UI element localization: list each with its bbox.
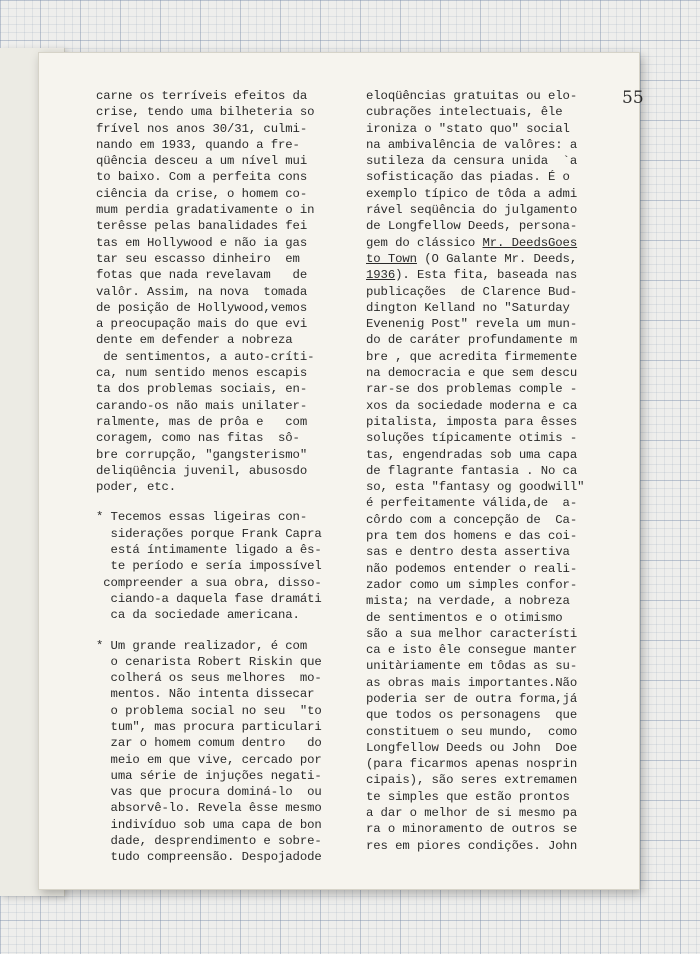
- text-segment: so, esta "fantasy og goodwill": [366, 480, 585, 495]
- text-line: [96, 784, 354, 800]
- page-number: 55: [622, 88, 644, 108]
- text-segment: to Town: [366, 251, 417, 266]
- text-segment: ciando-a daquela fase dramáti: [96, 591, 322, 606]
- text-line: [366, 169, 636, 185]
- text-line: [96, 104, 354, 120]
- text-line: [96, 414, 354, 430]
- text-line: [96, 381, 354, 397]
- text-line: [96, 153, 354, 169]
- text-line: [366, 838, 636, 854]
- text-segment: res em piores condições. John: [366, 838, 578, 853]
- text-segment: de posição de Hollywood,vemos: [96, 300, 308, 315]
- text-segment: rar-se dos problemas comple -: [366, 382, 578, 397]
- text-segment: tas, engendradas sob uma capa: [366, 447, 578, 462]
- text-segment: o cenarista Robert Riskin que: [96, 654, 322, 669]
- text-segment: do de caráter profundamente m: [366, 333, 578, 348]
- text-segment: * Um grande realizador, é com: [96, 638, 308, 653]
- text-segment: poder, etc.: [96, 480, 177, 495]
- text-segment: tar seu escasso dinheiro em: [96, 251, 300, 266]
- text-segment: mentos. Não intenta dissecar: [96, 687, 315, 702]
- text-segment: vas que procura dominá-lo ou: [96, 785, 322, 800]
- text-line: [96, 607, 354, 623]
- text-segment: eloqüências gratuitas ou elo-: [366, 89, 578, 103]
- text-line: [96, 349, 354, 365]
- text-segment: sofisticação das piadas. É o: [366, 170, 570, 185]
- text-line: [366, 512, 636, 528]
- text-segment: ciência da crise, o homem co-: [96, 186, 308, 201]
- text-line: [96, 509, 354, 525]
- text-segment: zar o homem comum dentro do: [96, 736, 322, 751]
- text-segment: cubrações intelectuais, êle: [366, 105, 563, 120]
- text-line: [96, 316, 354, 332]
- text-segment: indivíduo sob uma capa de bon: [96, 817, 322, 832]
- text-line: [366, 447, 636, 463]
- text-line: [366, 561, 636, 577]
- text-line: [366, 675, 636, 691]
- text-line: [366, 202, 636, 218]
- text-segment: é perfeitamente válida,de a-: [366, 496, 578, 511]
- text-segment: não podemos entender o reali-: [366, 561, 578, 576]
- text-segment: tas em Hollywood e não ia gas: [96, 235, 308, 250]
- text-line: [366, 284, 636, 300]
- paragraph-gap: [96, 624, 354, 638]
- text-line: [366, 544, 636, 560]
- text-segment: de sentimentos e o otimismo: [366, 610, 563, 625]
- text-segment: frível nos anos 30/31, culmi-: [96, 121, 308, 136]
- text-segment: [577, 236, 584, 250]
- text-segment: ca, num sentido menos escapis: [96, 366, 308, 381]
- text-line: [96, 447, 354, 463]
- text-line: [96, 800, 354, 816]
- text-line: [366, 772, 636, 788]
- text-segment: são a sua melhor característi: [366, 626, 578, 641]
- text-line: [366, 463, 636, 479]
- text-segment: absorvê-lo. Revela êsse mesmo: [96, 801, 322, 816]
- text-segment: terêsse pelas banalidades fei: [96, 219, 308, 234]
- text-segment: de flagrante fantasia . No ca: [366, 463, 578, 478]
- text-segment: (para ficarmos apenas nosprin: [366, 757, 578, 772]
- text-line: [366, 821, 636, 837]
- text-line: [366, 724, 636, 740]
- right-text-column: [366, 88, 636, 854]
- text-segment: de Longfellow Deeds, persona-: [366, 219, 578, 234]
- text-segment: publicações de Clarence Bud-: [366, 284, 578, 299]
- text-line: [366, 316, 636, 332]
- text-line: [96, 542, 354, 558]
- text-segment: ca e isto êle consegue manter: [366, 643, 578, 658]
- text-segment: côrdo com a concepção de Ca-: [366, 512, 578, 527]
- text-segment: dington Kelland no "Saturday: [366, 300, 570, 315]
- text-segment: bre , que acredita firmemente: [366, 349, 578, 364]
- text-segment: sas e dentro desta assertiva: [366, 545, 570, 560]
- text-segment: rável seqüência do julgamento: [366, 203, 578, 218]
- text-line: [366, 235, 636, 251]
- text-line: [96, 218, 354, 234]
- text-line: [96, 398, 354, 414]
- text-segment: mista; na verdade, a nobreza: [366, 594, 570, 609]
- text-line: [366, 756, 636, 772]
- text-line: [96, 202, 354, 218]
- text-line: [96, 332, 354, 348]
- text-segment: está íntimamente ligado a ês-: [96, 543, 322, 558]
- text-segment: na democracia e que sem descu: [366, 366, 578, 381]
- text-line: [96, 137, 354, 153]
- text-line: [366, 137, 636, 153]
- text-segment: na ambivalência de valôres: a: [366, 137, 578, 152]
- text-segment: ralmente, mas de prôa e com: [96, 414, 308, 429]
- text-line: [96, 686, 354, 702]
- text-segment: zador como um simples confor-: [366, 577, 578, 592]
- text-line: [366, 658, 636, 674]
- text-segment: colherá os seus melhores mo-: [96, 671, 322, 686]
- text-segment: ). Esta fita, baseada nas: [395, 268, 578, 283]
- text-line: [366, 691, 636, 707]
- text-segment: ca da sociedade americana.: [96, 608, 300, 623]
- text-line: [366, 495, 636, 511]
- text-line: [366, 528, 636, 544]
- text-segment: carne os terríveis efeitos da: [96, 89, 308, 103]
- text-segment: Longfellow Deeds ou John Doe: [366, 740, 578, 755]
- text-segment: a dar o melhor de si mesmo pa: [366, 806, 578, 821]
- text-line: [96, 591, 354, 607]
- text-line: [366, 740, 636, 756]
- text-segment: exemplo típico de tôda a admi: [366, 186, 578, 201]
- text-segment: ra o minoramento de outros se: [366, 822, 578, 837]
- text-line: [96, 463, 354, 479]
- text-line: [366, 218, 636, 234]
- text-segment: poderia ser de outra forma,já: [366, 691, 578, 706]
- text-segment: deliqüência juvenil, abusosdo: [96, 463, 308, 478]
- text-segment: (O Galante Mr. Deeds,: [416, 251, 578, 266]
- text-line: [96, 169, 354, 185]
- text-segment: tudo compreensão. Despojadode: [96, 850, 322, 865]
- text-line: [96, 121, 354, 137]
- text-segment: que todos os personagens que: [366, 708, 578, 723]
- text-line: [366, 626, 636, 642]
- text-line: [366, 707, 636, 723]
- text-segment: valôr. Assim, na nova tomada: [96, 284, 308, 299]
- text-line: [96, 670, 354, 686]
- text-line: [366, 642, 636, 658]
- text-line: [366, 267, 636, 283]
- text-segment: to baixo. Com a perfeita cons: [96, 170, 308, 185]
- text-line: [96, 300, 354, 316]
- text-line: [96, 638, 354, 654]
- text-line: [366, 593, 636, 609]
- text-line: [96, 735, 354, 751]
- text-segment: fotas que nada revelavam de: [96, 268, 308, 283]
- text-line: [96, 703, 354, 719]
- text-line: [366, 381, 636, 397]
- text-segment: 1936: [366, 268, 396, 283]
- text-segment: nando em 1933, quando a fre-: [96, 137, 300, 152]
- text-segment: meio em que vive, cercado por: [96, 752, 322, 767]
- text-segment: cipais), são seres extremamen: [366, 773, 578, 788]
- text-segment: de sentimentos, a auto-críti-: [96, 349, 315, 364]
- paragraph-gap: [96, 495, 354, 509]
- text-segment: compreender a sua obra, disso-: [96, 575, 322, 590]
- text-line: [366, 789, 636, 805]
- text-segment: Evenenig Post" revela um mun-: [366, 317, 578, 332]
- text-segment: carando-os não mais unilater-: [96, 398, 308, 413]
- text-line: [366, 430, 636, 446]
- text-line: [96, 558, 354, 574]
- text-segment: soluções típicamente otimis -: [366, 431, 578, 446]
- text-line: [96, 186, 354, 202]
- text-segment: qüência desceu a um nível mui: [96, 154, 308, 169]
- text-line: [96, 849, 354, 865]
- text-segment: as obras mais importantes.Não: [366, 675, 578, 690]
- text-line: [366, 479, 636, 495]
- text-line: [366, 610, 636, 626]
- text-line: [96, 752, 354, 768]
- text-segment: crise, tendo uma bilheteria so: [96, 105, 315, 120]
- text-segment: bre corrupção, "gangsterismo": [96, 447, 308, 462]
- text-line: [366, 805, 636, 821]
- text-segment: ta dos problemas sociais, en-: [96, 382, 308, 397]
- text-segment: a preocupação mais do que evi: [96, 317, 308, 332]
- text-line: [96, 251, 354, 267]
- text-line: [96, 235, 354, 251]
- text-line: [96, 817, 354, 833]
- text-line: [366, 414, 636, 430]
- text-line: [366, 577, 636, 593]
- text-segment: pra tem dos homens e das coi-: [366, 529, 578, 544]
- text-segment: * Tecemos essas ligeiras con-: [96, 510, 308, 525]
- text-line: [96, 479, 354, 495]
- text-segment: dade, desprendimento e sobre-: [96, 834, 322, 849]
- text-segment: te simples que estão prontos: [366, 789, 570, 804]
- text-segment: te período e sería impossível: [96, 559, 322, 574]
- text-segment: mum perdia gradativamente o in: [96, 203, 315, 218]
- text-line: [366, 349, 636, 365]
- text-segment: gem do clássico: [366, 235, 483, 250]
- text-segment: coragem, como nas fitas sô-: [96, 431, 300, 446]
- text-segment: ironiza o "stato quo" social: [366, 121, 570, 136]
- text-line: [366, 121, 636, 137]
- text-segment: constituem o seu mundo, como: [366, 724, 578, 739]
- text-line: [366, 300, 636, 316]
- text-segment: uma série de injuções negati-: [96, 768, 322, 783]
- text-line: [366, 332, 636, 348]
- text-line: [96, 88, 354, 104]
- text-line: [96, 267, 354, 283]
- text-segment: o problema social no seu "to: [96, 703, 322, 718]
- text-line: [366, 365, 636, 381]
- text-line: [366, 104, 636, 120]
- text-line: [96, 430, 354, 446]
- text-segment: unitàriamente em tôdas as su-: [366, 659, 578, 674]
- text-line: [96, 284, 354, 300]
- text-line: [366, 398, 636, 414]
- text-line: [96, 526, 354, 542]
- text-segment: siderações porque Frank Capra: [96, 526, 322, 541]
- text-line: [96, 833, 354, 849]
- text-line: [96, 365, 354, 381]
- text-line: [96, 575, 354, 591]
- text-segment: xos da sociedade moderna e ca: [366, 398, 578, 413]
- text-line: [96, 719, 354, 735]
- text-segment: sutileza da censura unida `a: [366, 154, 578, 169]
- text-line: [96, 768, 354, 784]
- left-text-column: [96, 88, 354, 866]
- text-line: [366, 251, 636, 267]
- text-line: [96, 654, 354, 670]
- text-line: [366, 186, 636, 202]
- text-line: [366, 88, 636, 104]
- text-segment: dente em defender a nobreza: [96, 333, 293, 348]
- text-line: [366, 153, 636, 169]
- text-segment: Mr. DeedsGoes: [482, 235, 578, 250]
- text-segment: tum", mas procura particulari: [96, 719, 322, 734]
- text-segment: pitalista, imposta para êsses: [366, 414, 578, 429]
